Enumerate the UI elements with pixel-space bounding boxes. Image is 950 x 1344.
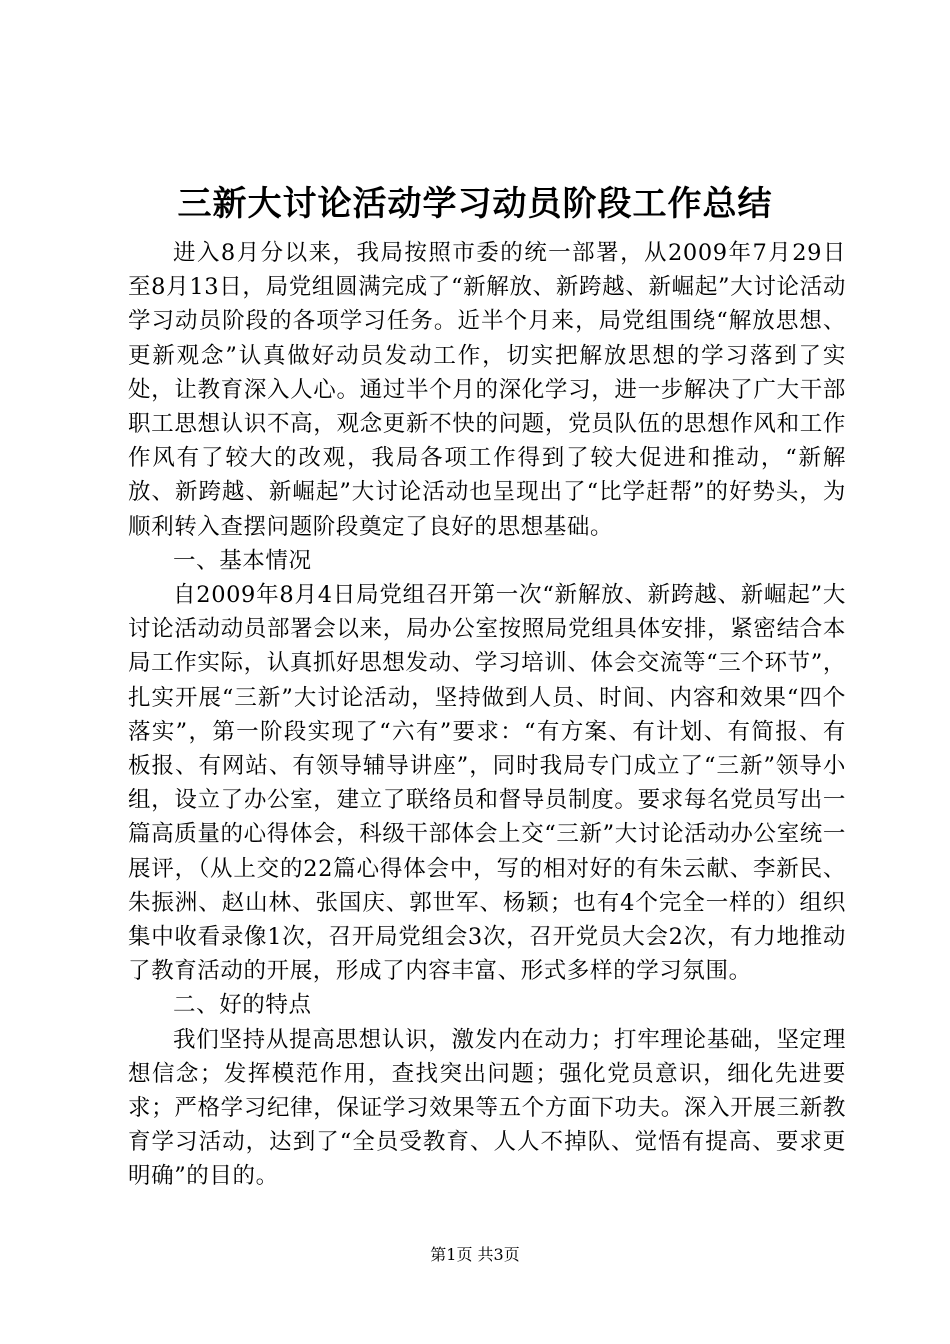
page-number-footer: 第1页 共3页 [430, 1245, 520, 1264]
section-heading-basic-situation: 一、基本情况 [173, 547, 312, 574]
document-title: 三新大讨论活动学习动员阶段工作总结 [177, 184, 773, 224]
good-features-paragraph: 我们坚持从提高思想认识，激发内在动力；打牢理论基础，坚定理想信念；发挥模范作用，查找突出问题；强化党员意识，细化先进要求；严格学习纪律，保证学习效果等五个方面下功夫。深入开展三新教育学习活动，达到了“全员受教育、人人不掉队、觉悟有提高、要求更明确”的目的。 [128, 1026, 846, 1190]
section-heading-good-features: 二、好的特点 [173, 992, 312, 1019]
basic-situation-paragraph: 自2009年8月4日局党组召开第一次“新解放、新跨越、新崛起”大讨论活动动员部署会以来，局办公室按照局党组具体安排，紧密结合本局工作实际，认真抓好思想发动、学习培训、体会交流等“三个环节”，扎实开展“三新”大讨论活动，坚持做到人员、时间、内容和效果“四个落实”，第一阶段实现了“六有”要求：“有方案、有计划、有简报、有板报、有网站、有领导辅导讲座”，同时我局专门成立了“三新”领导小组，设立了办公室，建立了联络员和督导员制度。要求每名党员写出一篇高质量的心得体会，科级干部体会上交“三新”大讨论活动办公室统一展评，（从上交的22篇心得体会中，写的相对好的有朱云献、李新民、朱振洲、赵山林、张国庆、郭世军、杨颖；也有4个完全一样的）组织集中收看录像1次，召开局党组会3次，召开党员大会2次，有力地推动了教育活动的开展，形成了内容丰富、形式多样的学习氛围。 [128, 582, 846, 985]
intro-paragraph: 进入8月分以来，我局按照市委的统一部署，从2009年7月29日至8月13日，局党组圆满完成了“新解放、新跨越、新崛起”大讨论活动学习动员阶段的各项学习任务。近半个月来，局党组围绕“解放思想、更新观念”认真做好动员发动工作，切实把解放思想的学习落到了实处，让教育深入人心。通过半个月的深化学习，进一步解决了广大干部职工思想认识不高，观念更新不快的问题，党员队伍的思想作风和工作作风有了较大的改观，我局各项工作得到了较大促进和推动，“新解放、新跨越、新崛起”大讨论活动也呈现出了“比学赶帮”的好势头，为顺利转入查摆问题阶段奠定了良好的思想基础。 [128, 240, 846, 540]
document-body [128, 236, 846, 1194]
